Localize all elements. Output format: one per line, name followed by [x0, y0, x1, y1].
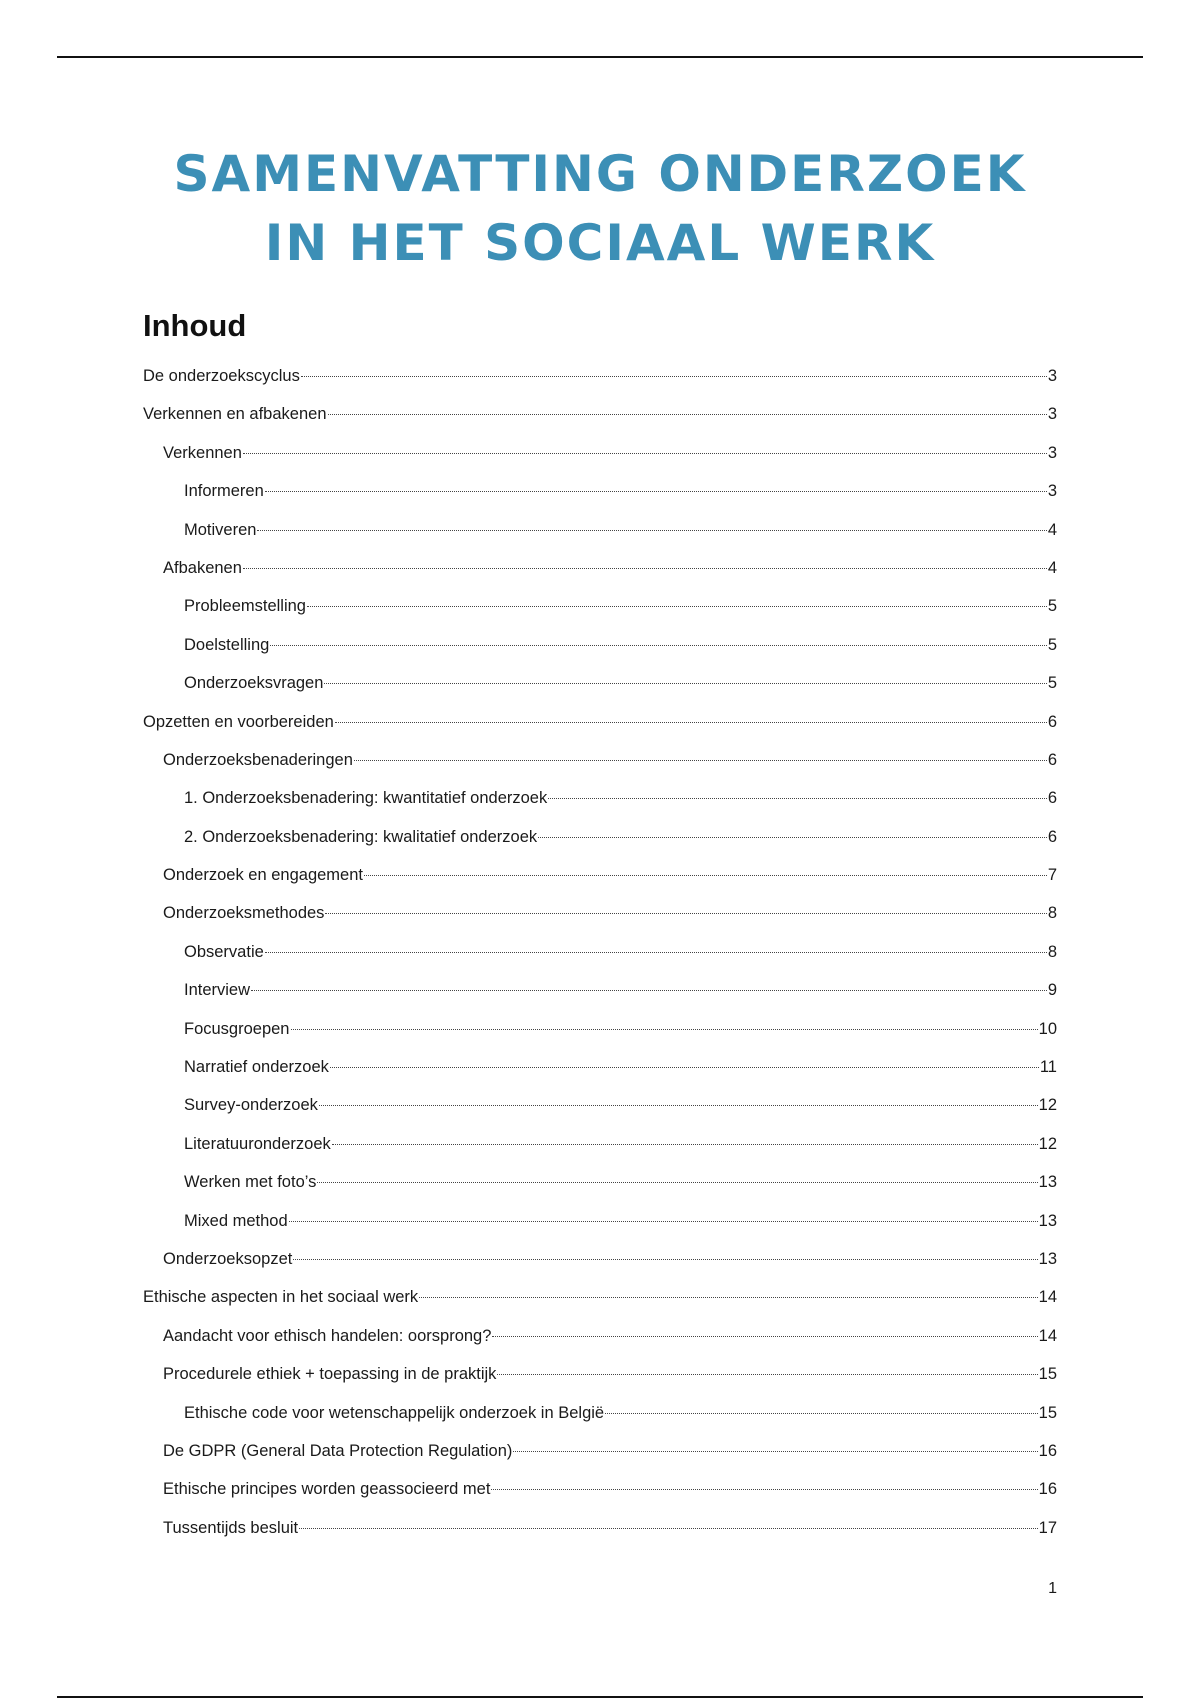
toc-entry-page: 16 [1038, 1480, 1057, 1499]
toc-entry-label: De GDPR (General Data Protection Regulation) [163, 1441, 513, 1460]
toc-entry-label: Opzetten en voorbereiden [143, 712, 334, 731]
toc-entry-page: 14 [1038, 1326, 1057, 1345]
toc-entry[interactable] [143, 1360, 1057, 1398]
toc-entry-label: Afbakenen [163, 558, 242, 577]
toc-entry-label: De onderzoekscyclus [143, 367, 300, 385]
toc-entry[interactable] [143, 708, 1057, 746]
toc-entry-label: 2. Onderzoeksbenadering: kwalitatief onderzoek [184, 827, 538, 846]
toc-dot-leader [324, 683, 1046, 684]
toc-entry[interactable] [143, 400, 1057, 438]
toc-dot-leader [293, 1259, 1037, 1260]
toc-entry-label: Onderzoeksvragen [184, 674, 324, 693]
toc-dot-leader [605, 1413, 1038, 1414]
toc-entry[interactable] [143, 746, 1057, 784]
toc-entry-label: Literatuuronderzoek [184, 1134, 331, 1153]
header-rule [57, 56, 1143, 58]
toc-entry[interactable] [143, 554, 1057, 592]
toc-entry-label: Survey-onderzoek [184, 1096, 318, 1115]
toc-dot-leader [513, 1451, 1037, 1452]
toc-dot-leader [364, 875, 1047, 876]
toc-entry[interactable] [143, 1437, 1057, 1475]
toc-dot-leader [354, 760, 1047, 761]
toc-entry-page: 11 [1039, 1058, 1057, 1077]
toc-entry[interactable] [143, 1475, 1057, 1513]
toc-dot-leader [492, 1336, 1037, 1337]
toc-dot-leader [243, 453, 1047, 454]
toc-entry-page: 9 [1047, 981, 1057, 1000]
toc-entry-label: Procedurele ethiek + toepassing in de praktijk [163, 1365, 497, 1384]
toc-entry-page: 6 [1047, 789, 1057, 808]
toc-entry-label: Informeren [184, 482, 264, 501]
toc-entry-page: 12 [1038, 1096, 1057, 1115]
toc-dot-leader [243, 568, 1047, 569]
toc-entry-page: 17 [1038, 1518, 1057, 1537]
toc-dot-leader [328, 414, 1047, 415]
toc-entry-page: 6 [1047, 712, 1057, 731]
toc-entry-page: 3 [1047, 367, 1057, 385]
toc-entry-label: Interview [184, 981, 251, 1000]
toc-dot-leader [335, 722, 1047, 723]
toc-dot-leader [491, 1489, 1037, 1490]
toc-dot-leader [251, 990, 1047, 991]
toc-entry-label: Observatie [184, 942, 264, 961]
toc-entry-page: 13 [1038, 1249, 1057, 1268]
toc-dot-leader [270, 645, 1047, 646]
toc-entry[interactable] [143, 1207, 1057, 1245]
toc-entry-page: 16 [1038, 1441, 1057, 1460]
toc-entry-page: 7 [1047, 866, 1057, 885]
toc-entry-label: Focusgroepen [184, 1019, 290, 1038]
toc-entry[interactable] [143, 592, 1057, 630]
toc-entry-page: 15 [1038, 1365, 1057, 1384]
toc-dot-leader [538, 837, 1047, 838]
toc-entry-label: Onderzoeksbenaderingen [163, 750, 353, 769]
toc-entry-label: Narratief onderzoek [184, 1058, 329, 1077]
toc-entry-page: 12 [1038, 1134, 1057, 1153]
toc-entry[interactable] [143, 1130, 1057, 1168]
toc-entry[interactable] [143, 938, 1057, 976]
toc-entry[interactable] [143, 1091, 1057, 1129]
toc-entry-page: 13 [1038, 1173, 1057, 1192]
toc-entry-label: Probleemstelling [184, 597, 306, 616]
toc-entry-label: Mixed method [184, 1211, 288, 1230]
toc-entry-label: Onderzoeksopzet [163, 1249, 293, 1268]
toc-dot-leader [265, 952, 1047, 953]
toc-entry[interactable] [143, 1015, 1057, 1053]
toc-entry[interactable] [143, 516, 1057, 554]
toc-entry[interactable] [143, 631, 1057, 669]
toc-entry-label: Onderzoeksmethodes [163, 904, 325, 923]
toc-entry-label: Tussentijds besluit [163, 1518, 299, 1537]
toc-entry-label: Onderzoek en engagement [163, 866, 363, 885]
toc-entry-page: 5 [1047, 674, 1057, 693]
toc-entry-page: 3 [1047, 482, 1057, 501]
toc-entry[interactable] [143, 362, 1057, 400]
toc-dot-leader [289, 1221, 1038, 1222]
toc-entry-label: Doelstelling [184, 635, 270, 654]
toc-entry-label: Verkennen [163, 443, 242, 462]
toc-entry-page: 3 [1047, 443, 1057, 462]
page-number: 1 [1048, 1580, 1057, 1597]
footer-rule [57, 1696, 1143, 1698]
toc-entry-label: 1. Onderzoeksbenadering: kwantitatief onderzoek [184, 789, 548, 808]
toc-dot-leader [257, 530, 1046, 531]
toc-dot-leader [548, 798, 1047, 799]
toc-entry[interactable] [143, 1245, 1057, 1283]
toc-entry-page: 4 [1047, 520, 1057, 539]
toc-entry[interactable] [143, 899, 1057, 937]
toc-entry-page: 15 [1038, 1403, 1057, 1422]
document-title [140, 140, 1060, 278]
toc-entry-page: 8 [1047, 904, 1057, 923]
toc-entry[interactable] [143, 1053, 1057, 1091]
toc-dot-leader [497, 1374, 1037, 1375]
toc-entry-label: Ethische code voor wetenschappelijk onderzoek in België [184, 1403, 605, 1422]
toc-heading: Inhoud [143, 308, 247, 343]
toc-dot-leader [419, 1297, 1037, 1298]
toc-entry-label: Motiveren [184, 520, 257, 539]
toc-dot-leader [301, 376, 1047, 377]
toc-entry[interactable] [143, 669, 1057, 707]
toc-dot-leader [317, 1182, 1037, 1183]
table-of-contents [143, 362, 1057, 1552]
toc-entry-label: Aandacht voor ethisch handelen: oorsprong? [163, 1326, 492, 1345]
title-line-2: IN HET SOCIAAL WERK [264, 214, 936, 272]
toc-entry[interactable] [143, 439, 1057, 477]
toc-entry-page: 6 [1047, 750, 1057, 769]
toc-dot-leader [325, 913, 1046, 914]
toc-entry-page: 14 [1038, 1288, 1057, 1307]
toc-entry[interactable] [143, 861, 1057, 899]
title-line-1: SAMENVATTING ONDERZOEK [173, 145, 1027, 203]
toc-entry-page: 10 [1038, 1019, 1057, 1038]
toc-dot-leader [319, 1105, 1038, 1106]
toc-entry-page: 3 [1047, 405, 1057, 424]
toc-entry[interactable] [143, 1168, 1057, 1206]
toc-entry-page: 8 [1047, 942, 1057, 961]
toc-dot-leader [330, 1067, 1039, 1068]
toc-entry[interactable] [143, 1283, 1057, 1321]
toc-entry-label: Ethische aspecten in het sociaal werk [143, 1288, 419, 1307]
toc-dot-leader [291, 1029, 1038, 1030]
toc-entry[interactable] [143, 477, 1057, 515]
toc-entry[interactable] [143, 1514, 1057, 1552]
toc-entry-page: 4 [1047, 558, 1057, 577]
toc-dot-leader [299, 1528, 1038, 1529]
toc-dot-leader [307, 606, 1047, 607]
toc-entry[interactable] [143, 1399, 1057, 1437]
toc-entry-label: Ethische principes worden geassocieerd met [163, 1480, 491, 1499]
toc-entry-label: Werken met foto’s [184, 1173, 317, 1192]
toc-entry[interactable] [143, 784, 1057, 822]
toc-entry-label: Verkennen en afbakenen [143, 405, 327, 424]
toc-dot-leader [332, 1144, 1038, 1145]
toc-entry[interactable] [143, 976, 1057, 1014]
toc-entry-page: 13 [1038, 1211, 1057, 1230]
toc-entry-page: 5 [1047, 635, 1057, 654]
toc-dot-leader [265, 491, 1047, 492]
toc-entry-page: 6 [1047, 827, 1057, 846]
toc-entry-page: 5 [1047, 597, 1057, 616]
toc-entry[interactable] [143, 823, 1057, 861]
toc-entry[interactable] [143, 1322, 1057, 1360]
